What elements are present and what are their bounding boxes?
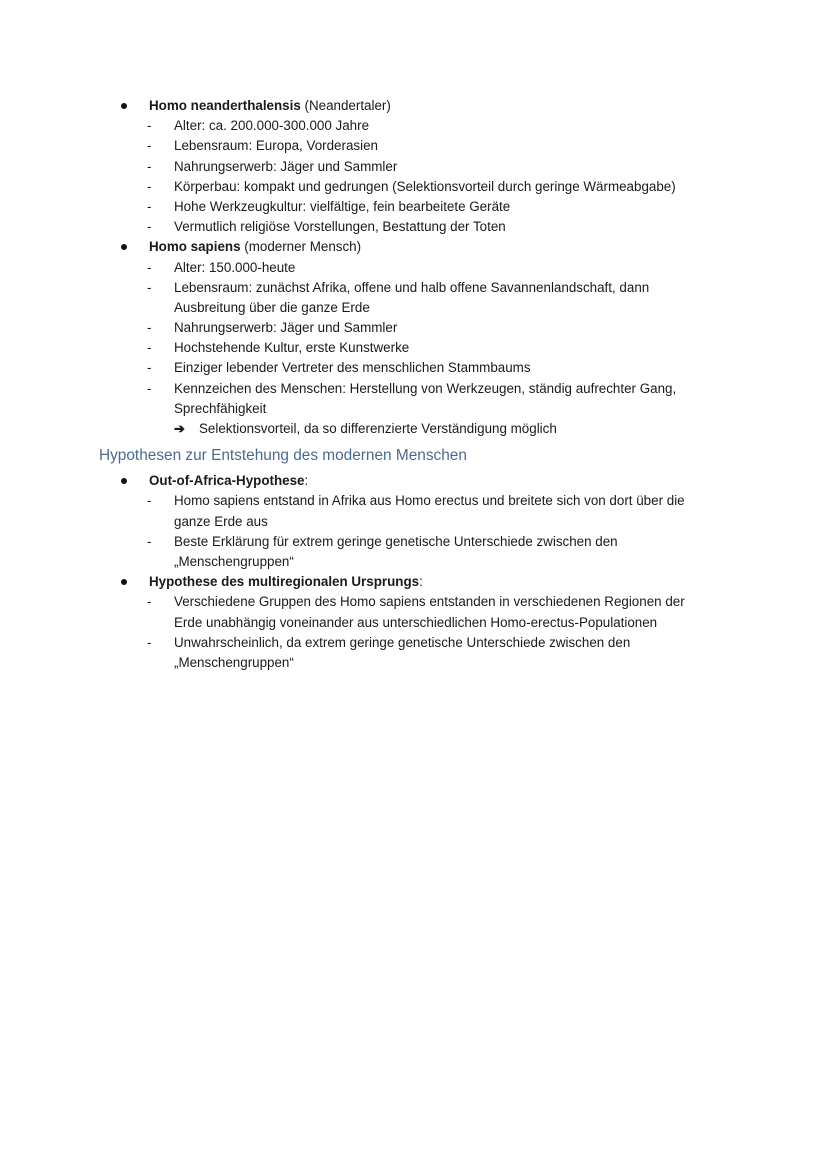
list-item	[0, 338, 828, 358]
section-heading: Hypothesen zur Entstehung des modernen Menschen	[99, 447, 467, 465]
item-text: Beste Erklärung für extrem geringe genetische Unterschiede zwischen den	[174, 533, 618, 549]
item-text: Nahrungserwerb: Jäger und Sammler	[174, 320, 398, 336]
item-text: Nahrungserwerb: Jäger und Sammler	[174, 158, 398, 174]
bullet-out-of-africa	[0, 471, 828, 491]
list-item	[0, 136, 828, 156]
dash-marker: -	[147, 138, 152, 154]
bullet-multiregional	[0, 572, 828, 592]
item-text: „Menschengruppen“	[174, 654, 294, 670]
conclusion-text: Selektionsvorteil, da so differenzierte Verständigung möglich	[199, 421, 557, 436]
list-item	[0, 197, 828, 217]
list-item-continuation	[0, 653, 828, 673]
list-item	[0, 379, 828, 399]
item-text: Alter: ca. 200.000-300.000 Jahre	[174, 118, 370, 134]
conclusion-line	[0, 419, 828, 439]
item-text: Sprechfähigkeit	[174, 400, 267, 416]
item-text: Homo sapiens entstand in Afrika aus Homo erectus und breitete sich von dort über die	[174, 493, 685, 509]
bullet-dot	[121, 244, 127, 250]
ooa-title-rest: :	[304, 473, 309, 489]
item-text: Erde unabhängig voneinander aus unterschiedlichen Homo-erectus-Populationen	[174, 614, 658, 630]
dash-marker: -	[147, 493, 152, 509]
list-item-continuation	[0, 399, 828, 419]
neanderthal-title-rest: (Neandertaler)	[300, 98, 391, 113]
bullet-neanderthal	[0, 96, 828, 116]
list-item-continuation	[0, 613, 828, 633]
dash-marker: -	[147, 259, 152, 275]
multi-title-rest: :	[419, 574, 423, 590]
item-text: „Menschengruppen“	[174, 553, 294, 569]
arrow-right-icon: ➔	[174, 421, 185, 436]
item-text: Vermutlich religiöse Vorstellungen, Bestattung der Toten	[174, 219, 506, 235]
item-text: Unwahrscheinlich, da extrem geringe genetische Unterschiede zwischen den	[174, 634, 631, 650]
list-item	[0, 633, 828, 653]
ooa-title: Out-of-Africa-Hypothese	[149, 473, 305, 489]
dash-marker: -	[147, 594, 152, 610]
dash-marker: -	[147, 380, 152, 396]
list-item-continuation	[0, 298, 828, 318]
item-text: Körperbau: kompakt und gedrungen (Selektionsvorteil durch geringe Wärmeabgabe)	[174, 178, 676, 194]
list-item	[0, 177, 828, 197]
dash-marker: -	[147, 634, 152, 650]
list-item	[0, 217, 828, 237]
list-item	[0, 358, 828, 378]
dash-marker: -	[147, 320, 152, 336]
multi-title: Hypothese des multiregionalen Ursprungs	[149, 574, 420, 590]
dash-marker: -	[147, 279, 152, 295]
sapiens-title: Homo sapiens	[149, 239, 241, 255]
list-item	[0, 278, 828, 298]
list-item	[0, 116, 828, 136]
item-text: Lebensraum: Europa, Vorderasien	[174, 138, 378, 154]
item-text: Einziger lebender Vertreter des menschlichen Stammbaums	[174, 360, 531, 376]
item-text: Kennzeichen des Menschen: Herstellung von Werkzeugen, ständig aufrechter Gang,	[174, 380, 677, 396]
list-item	[0, 532, 828, 552]
bullet-dot	[121, 478, 127, 484]
dash-marker: -	[147, 340, 152, 356]
dash-marker: -	[147, 219, 152, 235]
sapiens-title-rest: (moderner Mensch)	[240, 239, 362, 255]
bullet-dot	[121, 579, 127, 585]
item-text: Hohe Werkzeugkultur: vielfältige, fein bearbeitete Geräte	[174, 198, 511, 214]
list-item	[0, 592, 828, 612]
dash-marker: -	[147, 360, 152, 376]
list-item	[0, 157, 828, 177]
item-text: Verschiedene Gruppen des Homo sapiens entstanden in verschiedenen Regionen der	[174, 594, 685, 610]
dash-marker: -	[147, 178, 152, 194]
item-text: Alter: 150.000-heute	[174, 259, 296, 275]
item-text: Hochstehende Kultur, erste Kunstwerke	[174, 340, 410, 356]
document-content	[0, 96, 828, 673]
list-item	[0, 258, 828, 278]
bullet-dot	[121, 103, 127, 109]
list-item-continuation	[0, 552, 828, 572]
dash-marker: -	[147, 198, 152, 214]
bullet-sapiens	[0, 237, 828, 257]
item-text: Ausbreitung über die ganze Erde	[174, 299, 370, 315]
list-item-continuation	[0, 512, 828, 532]
dash-marker: -	[147, 533, 152, 549]
dash-marker: -	[147, 158, 152, 174]
item-text: Lebensraum: zunächst Afrika, offene und halb offene Savannenlandschaft, dann	[174, 279, 650, 295]
item-text: ganze Erde aus	[174, 513, 268, 529]
list-item	[0, 491, 828, 511]
dash-marker: -	[147, 118, 152, 134]
neanderthal-title: Homo neanderthalensis	[149, 98, 301, 113]
list-item	[0, 318, 828, 338]
